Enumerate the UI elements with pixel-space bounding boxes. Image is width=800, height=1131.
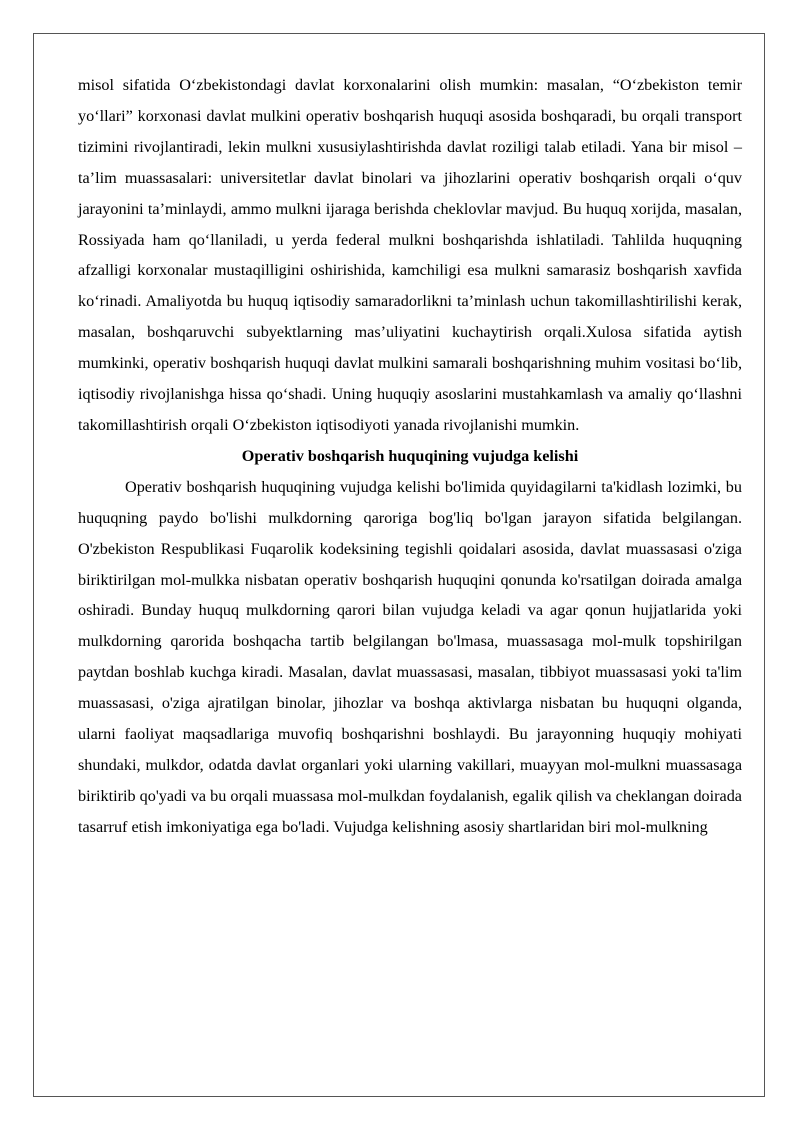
- paragraph-section: Operativ boshqarish huquqining vujudga kelishi bo'limida quyidagilarni ta'kidlash lozimki, bu huquqning paydo bo'lishi mulkdorning qaroriga bog'liq bo'lgan jarayon sifatida belgilangan. O'zbekiston Respublikasi Fuqarolik kodeksining tegishli qoidalari asosida, davlat muassasasi o'ziga biriktirilgan mol-mulkka nisbatan operativ boshqarish huquqini qonunda ko'rsatilgan doirada amalga oshiradi. Bunday huquq mulkdorning qarori bilan vujudga keladi va agar qonun hujjatlarida yoki mulkdorning qarorida boshqacha tartib belgilangan bo'lmasa, muassasaga mol-mulk topshirilgan paytdan boshlab kuchga kiradi. Masalan, davlat muassasasi, masalan, tibbiyot muassasasi yoki ta'lim muassasasi, o'ziga ajratilgan binolar, jihozlar va boshqa aktivlarga nisbatan bu huquqni olganda, ularni faoliyat maqsadlariga muvofiq boshqarishni boshlaydi. Bu jarayonning huquqiy mohiyati shundaki, mulkdor, odatda davlat organlari yoki ularning vakillari, muayyan mol-mulkni muassasaga biriktirib qo'yadi va bu orqali muassasa mol-mulkdan foydalanish, egalik qilish va cheklangan doirada tasarruf etish imkoniyatiga ega bo'ladi. Vujudga kelishning asosiy shartlaridan biri mol-mulkning: [78, 477, 742, 836]
- paragraph-intro: misol sifatida O‘zbekistondagi davlat korxonalarini olish mumkin: masalan, “O‘zbekiston temir yo‘llari” korxonasi davlat mulkini operativ boshqarish huquqi asosida boshqaradi, bu orqali transport tizimini rivojlantiradi, lekin mulkni xususiylashtirishda davlat roziligi talab etiladi. Yana bir misol – ta’lim muassasalari: universitetlar davlat binolari va jihozlarini operativ boshqarish orqali o‘quv jarayonini ta’minlaydi, ammo mulkni ijaraga berishda cheklovlar mavjud. Bu huquq xorijda, masalan, Rossiyada ham qo‘llaniladi, u yerda federal mulkni boshqarishda ishlatiladi. Tahlilda huquqning afzalligi korxonalar mustaqilligini oshirishida, kamchiligi esa mulkni samarasiz boshqarish xavfida ko‘rinadi. Amaliyotda bu huquq iqtisodiy samaradorlikni ta’minlash uchun takomillashtirilishi kerak, masalan, boshqaruvchi subyektlarning mas’uliyatini kuchaytirish orqali.Xulosa sifatida aytish mumkinki, operativ boshqarish huquqi davlat mulkini samarali boshqarishning muhim vositasi bo‘lib, iqtisodiy rivojlanishga hissa qo‘shadi. Uning huquqiy asoslarini mustahkamlash va amaliy qo‘llashni takomillashtirish orqali O‘zbekiston iqtisodiyoti yanada rivojlanishi mumkin.: [78, 76, 742, 434]
- section-heading: Operativ boshqarish huquqining vujudga kelishi: [241, 446, 579, 465]
- document-body: [78, 70, 742, 843]
